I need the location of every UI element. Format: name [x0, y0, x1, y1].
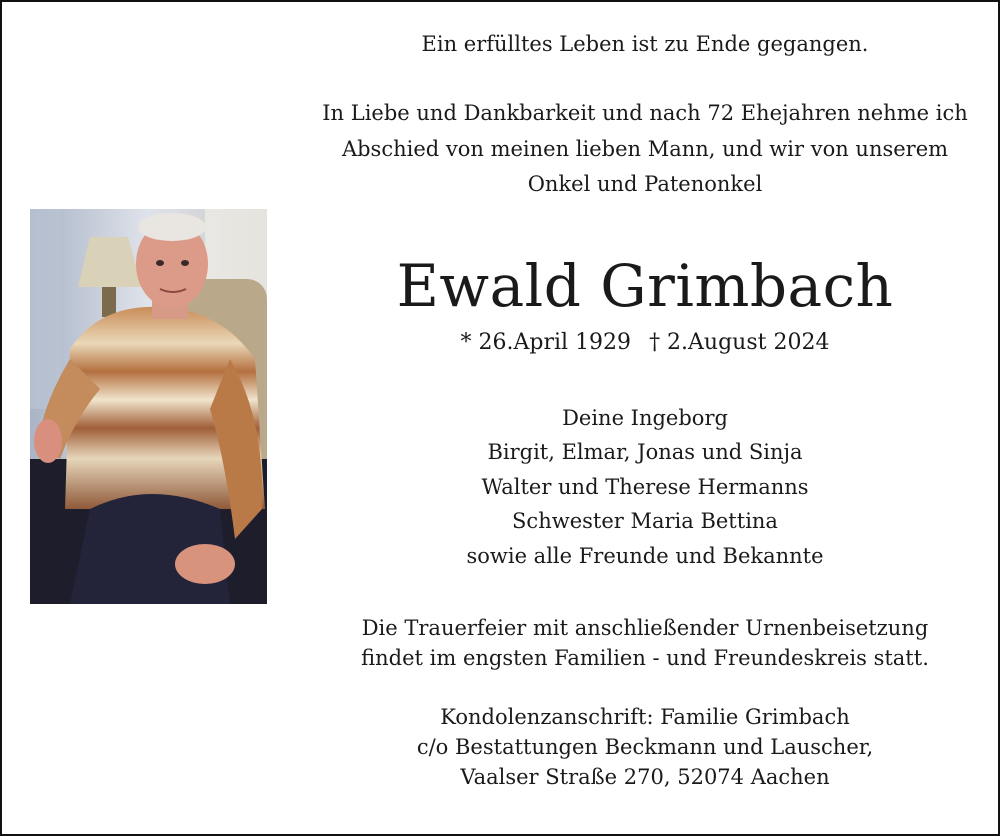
- mourner-line: sowie alle Freunde und Bekannte: [466, 544, 824, 568]
- condolence-line: Kondolenzanschrift: Familie Grimbach: [440, 705, 850, 729]
- death-date: † 2.August 2024: [649, 330, 830, 355]
- mourner-line: Deine Ingeborg: [562, 406, 728, 430]
- birth-date: * 26.April 1929: [460, 330, 632, 355]
- portrait-photo: [30, 209, 267, 604]
- message-line: Abschied von meinen lieben Mann, und wir von unserem: [341, 137, 949, 161]
- condolence-line: c/o Bestattungen Beckmann und Lauscher,: [416, 735, 874, 759]
- intro-line: Ein erfülltes Leben ist zu Ende gegangen.: [421, 32, 869, 56]
- deceased-name: Ewald Grimbach: [396, 252, 894, 320]
- message-line: Onkel und Patenonkel: [527, 172, 763, 196]
- ceremony-line: findet im engsten Familien - und Freundeskreis statt.: [361, 646, 929, 670]
- mourner-line: Schwester Maria Bettina: [512, 509, 778, 533]
- mourner-line: Walter und Therese Hermanns: [481, 475, 809, 499]
- ceremony-line: Die Trauerfeier mit anschließender Urnenbeisetzung: [361, 616, 929, 640]
- message-line: In Liebe und Dankbarkeit und nach 72 Ehejahren nehme ich: [322, 101, 968, 125]
- life-dates: [300, 328, 990, 358]
- mourner-line: Birgit, Elmar, Jonas und Sinja: [487, 440, 803, 464]
- condolence-line: Vaalser Straße 270, 52074 Aachen: [460, 765, 830, 789]
